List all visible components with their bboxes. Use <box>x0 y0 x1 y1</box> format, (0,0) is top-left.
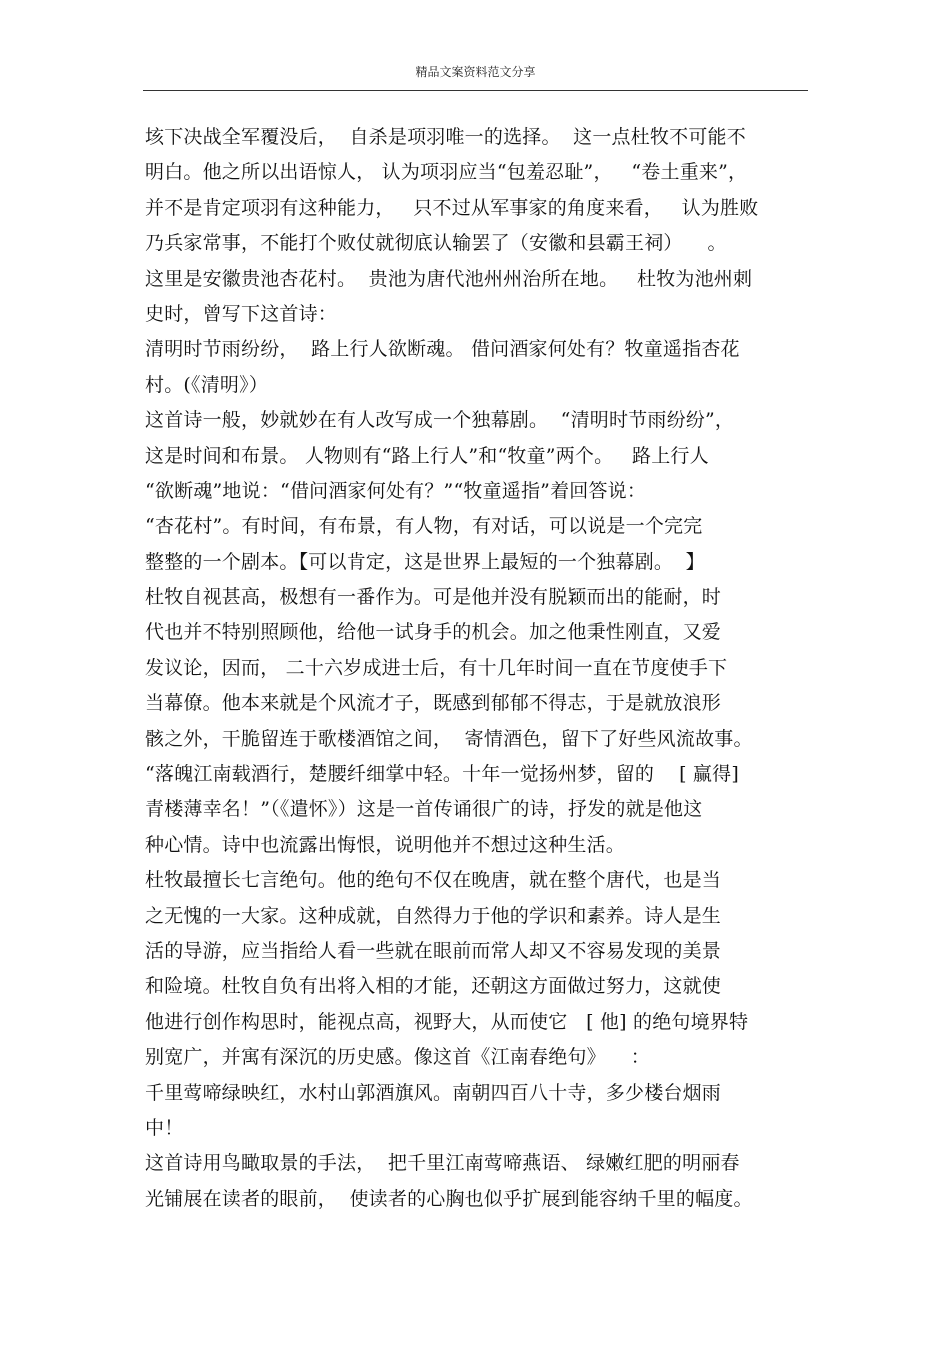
text-line: 这里是安徽贵池杏花村。 贵池为唐代池州州治所在地。 杜牧为池州刺 <box>145 267 753 290</box>
text-line: “落魄江南载酒行，楚腰纤细掌中轻。十年一觉扬州梦，留的 [ 赢得] <box>145 763 739 786</box>
text-line: 整整的一个剧本。【可以肯定，这是世界上最短的一个独幕剧。 】 <box>145 550 705 573</box>
text-line: 别宽广，并寓有深沉的历史感。像这首《江南春绝句》 ： <box>145 1046 650 1069</box>
text-line: 这首诗一般，妙就妙在有人改写成一个独幕剧。 “清明时节雨纷纷”， <box>145 409 735 432</box>
header-divider <box>143 90 808 91</box>
text-line: 和险境。杜牧自负有出将入相的才能，还朝这方面做过努力，这就使 <box>145 975 722 998</box>
text-line: 乃兵家常事，不能打个败仗就彻底认输罢了（安徽和县霸王祠） 。 <box>145 232 727 255</box>
text-line: 活的导游，应当指给人看一些就在眼前而常人却又不容易发现的美景 <box>145 939 722 962</box>
text-line: 清明时节雨纷纷， 路上行人欲断魂。 借问酒家何处有？牧童遥指杏花 <box>145 338 740 361</box>
text-line: 杜牧自视甚高，极想有一番作为。可是他并没有脱颖而出的能耐，时 <box>145 586 722 609</box>
document-body <box>145 120 815 1217</box>
text-line: 种心情。诗中也流露出悔恨，说明他并不想过这种生活。 <box>145 833 626 856</box>
text-line: 杜牧最擅长七言绝句。他的绝句不仅在晚唐，就在整个唐代，也是当 <box>145 869 722 892</box>
text-line: 骸之外，干脆留连于歌楼酒馆之间， 寄情酒色，留下了好些风流故事。 <box>145 727 753 750</box>
text-line: 中！ <box>145 1116 184 1139</box>
text-line: 他进行创作构思时，能视点高，视野大，从而使它 [ 他] 的绝句境界特 <box>145 1010 749 1033</box>
text-line: 当幕僚。他本来就是个风流才子，既感到郁郁不得志，于是就放浪形 <box>145 692 722 715</box>
text-line: 千里莺啼绿映红，水村山郭酒旗风。南朝四百八十寺，多少楼台烟雨 <box>145 1081 722 1104</box>
text-line: 史时，曾写下这首诗： <box>145 302 338 325</box>
text-line: 发议论，因而， 二十六岁成进士后，有十几年时间一直在节度使手下 <box>145 656 728 679</box>
text-line: 代也并不特别照顾他，给他一试身手的机会。加之他秉性刚直，又爱 <box>145 621 722 644</box>
text-line: “欲断魂”地说：“借问酒家何处有？”“牧童遥指”着回答说： <box>145 479 647 502</box>
text-line: “杏花村”。有时间，有布景，有人物，有对话，可以说是一个完完 <box>145 515 703 538</box>
text-line: 光铺展在读者的眼前， 使读者的心胸也似乎扩展到能容纳千里的幅度。 <box>145 1187 753 1210</box>
text-line: 这是时间和布景。 人物则有“路上行人”和“牧童”两个。 路上行人 <box>145 444 709 467</box>
text-line: 这首诗用鸟瞰取景的手法， 把千里江南莺啼燕语、 绿嫩红肥的明丽春 <box>145 1152 740 1175</box>
text-line: 明白。他之所以出语惊人， 认为项羽应当“包羞忍耻”， “卷土重来”， <box>145 161 748 184</box>
text-line: 垓下决战全军覆没后， 自杀是项羽唯一的选择。 这一点杜牧不可能不 <box>145 126 746 148</box>
page-header: 精品文案资料范文分享 <box>415 65 536 79</box>
text-line: 并不是肯定项羽有这种能力， 只不过从军事家的角度来看， 认为胜败 <box>145 196 759 219</box>
text-line: 之无愧的一大家。这种成就，自然得力于他的学识和素养。诗人是生 <box>145 904 722 927</box>
text-line: 青楼薄幸名！”（《遣怀》）这是一首传诵很广的诗，抒发的就是他这 <box>145 798 703 821</box>
text-line: 村。(《清明》） <box>145 373 269 396</box>
